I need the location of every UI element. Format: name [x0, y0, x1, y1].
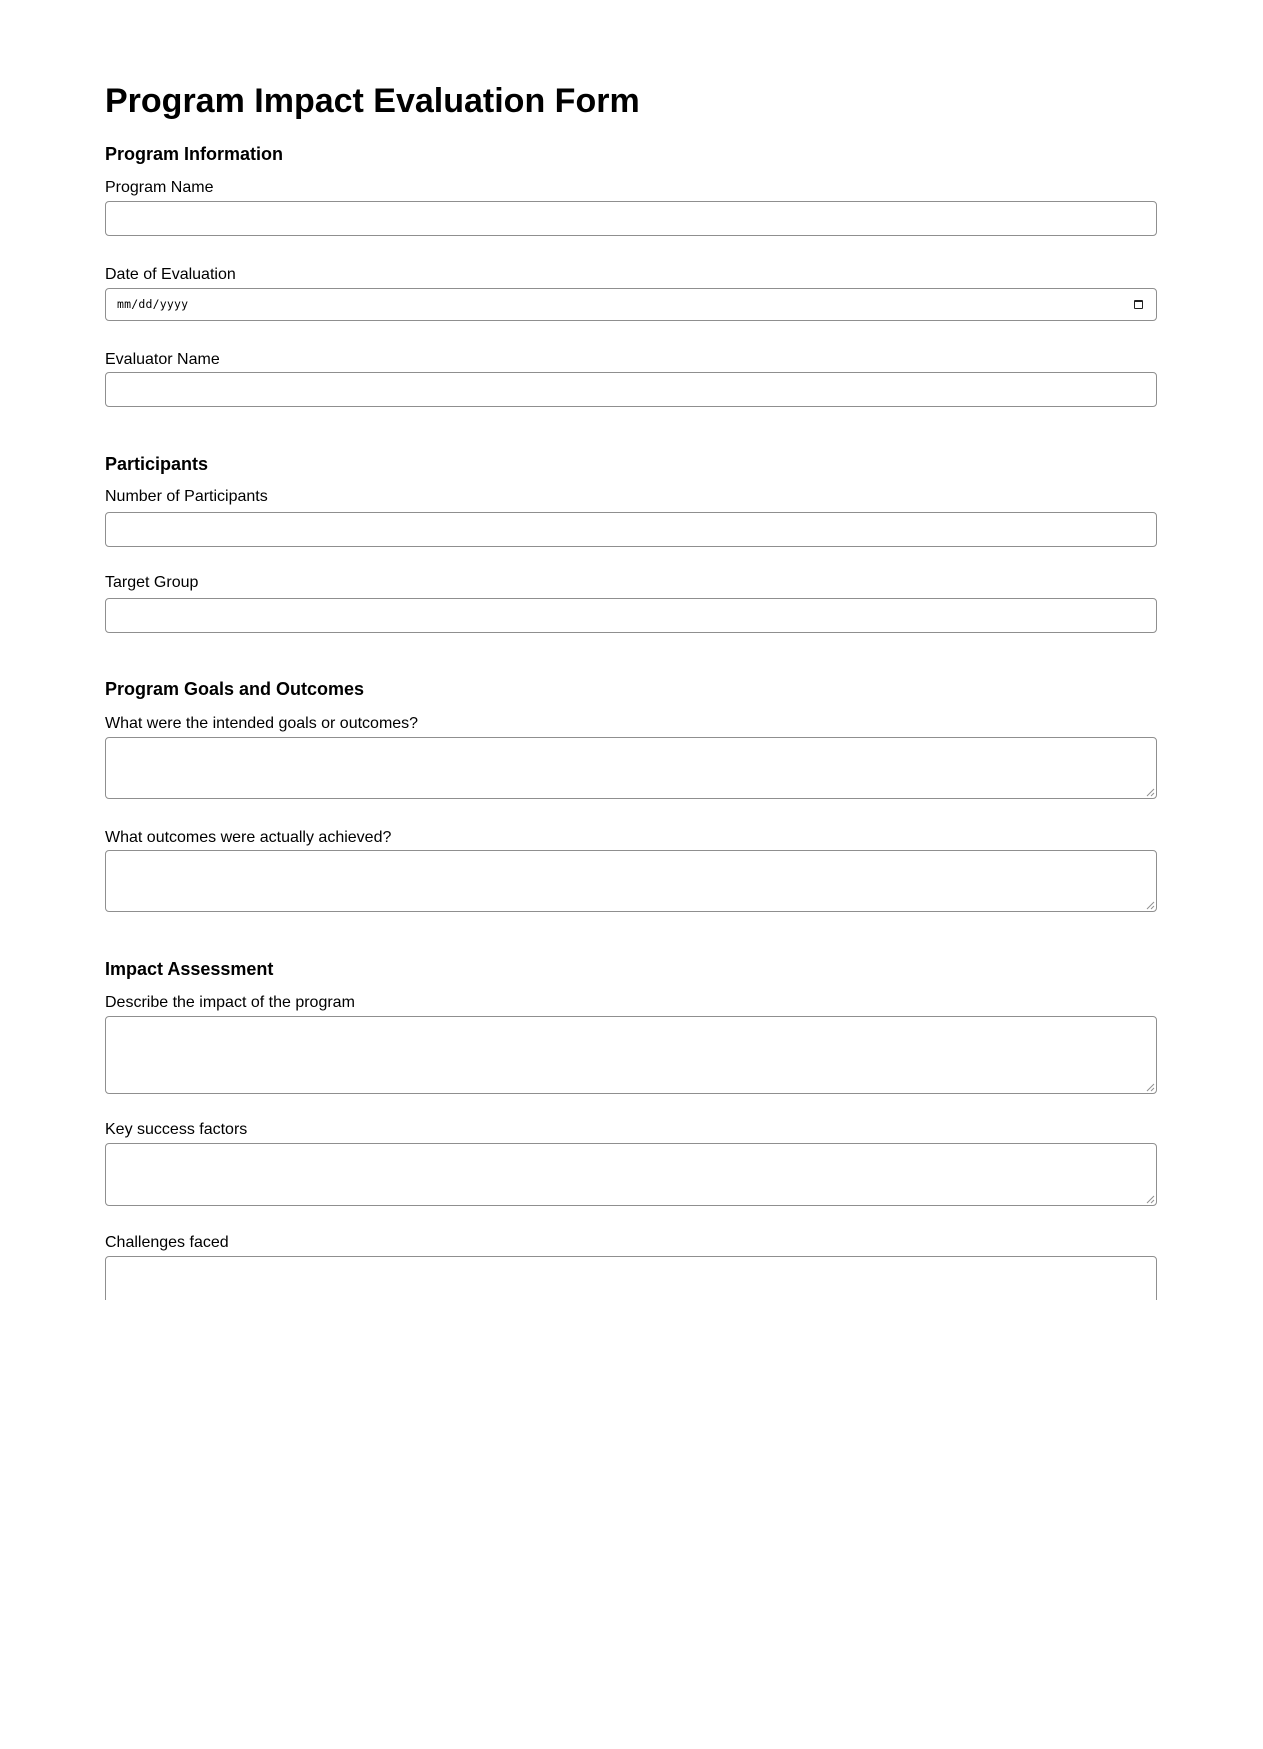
- program-name-label: Program Name: [105, 179, 214, 196]
- achieved-outcomes-label: What outcomes were actually achieved?: [105, 829, 392, 846]
- program-name-input[interactable]: [105, 201, 1157, 236]
- section-heading-goals-and-outcomes: Program Goals and Outcomes: [105, 679, 365, 699]
- resize-handle-icon[interactable]: [1146, 1195, 1155, 1204]
- number-of-participants-label: Number of Participants: [105, 488, 268, 505]
- date-of-evaluation-input[interactable]: [105, 288, 1157, 321]
- evaluator-name-label: Evaluator Name: [105, 351, 220, 368]
- calendar-icon[interactable]: [1134, 300, 1143, 309]
- section-heading-impact-assessment: Impact Assessment: [105, 959, 274, 979]
- number-of-participants-input[interactable]: [105, 512, 1157, 547]
- section-heading-program-information: Program Information: [105, 144, 284, 164]
- resize-handle-icon[interactable]: [1146, 1083, 1155, 1092]
- evaluator-name-input[interactable]: [105, 372, 1157, 407]
- target-group-label: Target Group: [105, 574, 199, 591]
- resize-handle-icon[interactable]: [1146, 901, 1155, 910]
- describe-impact-label: Describe the impact of the program: [105, 994, 355, 1011]
- date-of-evaluation-label: Date of Evaluation: [105, 266, 236, 283]
- challenges-faced-textarea[interactable]: [105, 1256, 1157, 1300]
- resize-handle-icon[interactable]: [1146, 788, 1155, 797]
- key-success-factors-textarea[interactable]: [105, 1143, 1157, 1206]
- intended-goals-textarea[interactable]: [105, 737, 1157, 799]
- challenges-faced-label: Challenges faced: [105, 1234, 229, 1251]
- intended-goals-label: What were the intended goals or outcomes?: [105, 715, 419, 732]
- target-group-input[interactable]: [105, 598, 1157, 633]
- key-success-factors-label: Key success factors: [105, 1121, 248, 1138]
- date-placeholder: mm/dd/yyyy: [117, 297, 189, 311]
- achieved-outcomes-textarea[interactable]: [105, 850, 1157, 912]
- describe-impact-textarea[interactable]: [105, 1016, 1157, 1094]
- page-title: Program Impact Evaluation Form: [105, 82, 640, 120]
- section-heading-participants: Participants: [105, 454, 209, 474]
